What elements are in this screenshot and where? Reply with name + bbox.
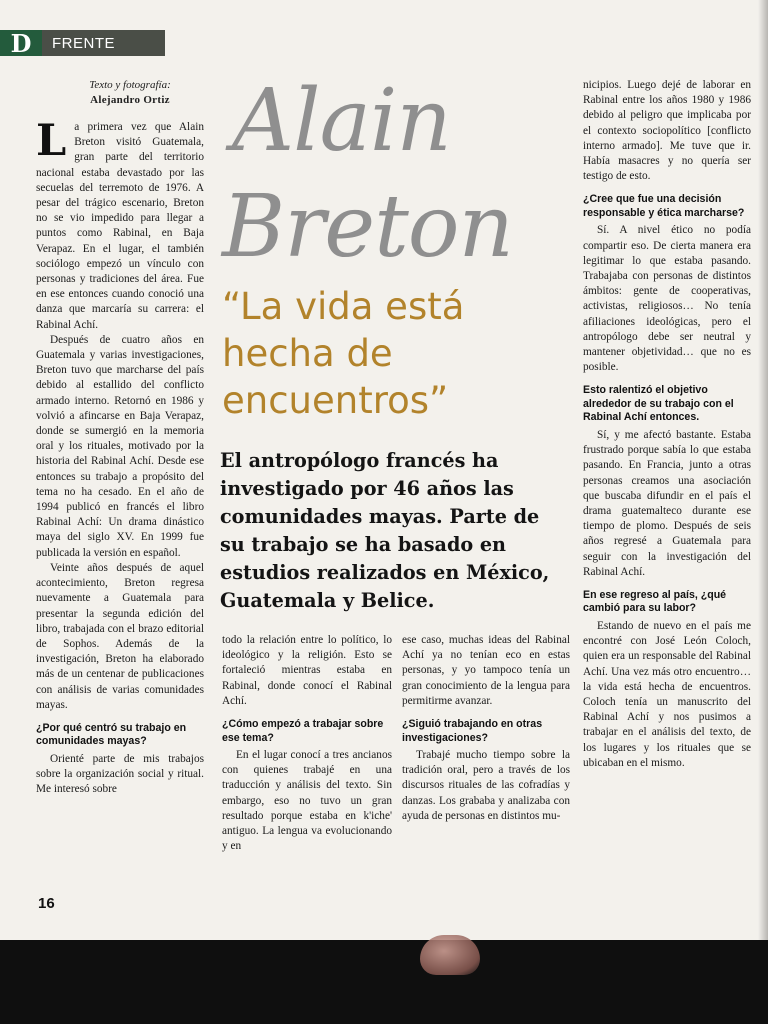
body-paragraph: Después de cuatro años en Guatemala y varias investigaciones, Breton tuvo que marcharse del país debido al estallido del conflicto armado interno. Retornó en 1986 y volvió a afincarse en Baja Verapaz, donde se sumergió en la memoria oral y los rituales, motivado por la historia del Rabinal Achí. Desde ese entonces su trabajo a propósito del tema no ha cesado. En el año de 1994 publicó en francés el libro Rabinal Achí: Un drama dinástico maya del siglo XV. En 1999 fue publicada la versión en español. xyxy=(36,333,204,559)
page-number: 16 xyxy=(38,895,55,912)
body-column-4 xyxy=(583,78,751,771)
section-label: FRENTE xyxy=(52,34,115,52)
article-credits xyxy=(60,78,200,108)
interview-question: En ese regreso al país, ¿qué cambió para su labor? xyxy=(583,588,727,615)
article-title-line-2: Breton xyxy=(222,177,513,277)
credit-author: Alejandro Ortiz xyxy=(90,94,170,106)
interview-question: ¿Por qué centró su trabajo en comunidades mayas? xyxy=(36,721,187,748)
article-title-line-1: Alain xyxy=(232,71,451,171)
interview-question: ¿Cómo empezó a trabajar sobre ese tema? xyxy=(222,718,384,744)
finger-photo-artifact xyxy=(420,935,480,975)
credit-role: Texto y fotografía: xyxy=(89,79,171,91)
interview-question: ¿Cree que fue una decisión responsable y ética marcharse? xyxy=(583,193,745,219)
body-column-2 xyxy=(222,633,392,854)
body-paragraph: ese caso, muchas ideas del Rabinal Achí ya no tenían eco en estas personas, y yo tampoco tenía un gran conocimiento de la lengua para permitirme avanzar. xyxy=(402,634,570,707)
interview-answer: Trabajé mucho tiempo sobre la tradición oral, pero a través de los discursos rituales de las cofradías y danzas. Los grababa y analizaba con ayuda de personas en distintos mu- xyxy=(402,749,570,822)
interview-answer: Orienté parte de mis trabajos sobre la organización social y ritual. Me interesó sobre xyxy=(36,752,204,796)
body-paragraph: Veinte años después de aquel acontecimiento, Breton regresa nuevamente a Guatemala para presentar la segunda edición del libro, trabajada con el brazo editorial de Sophos. Además de la investigación, Breton ha elaborado más de un centenar de publicaciones con análisis de varias comunidades mayas. xyxy=(36,561,204,711)
article-deck: El antropólogo francés ha investigado por 46 años las comunidades mayas. Parte de su trabajo se ha basado en estudios realizados en México, Guatemala y Belice. xyxy=(220,449,550,612)
article-subtitle xyxy=(222,283,582,424)
section-tab xyxy=(0,30,165,56)
interview-question: Esto ralentizó el objetivo alrededor de su trabajo con el Rabinal Achí entonces. xyxy=(583,384,734,424)
interview-answer: Sí, y me afectó bastante. Estaba frustrado porque sabía lo que estaba pasando. En Francia, junto a otras personas creamos una asociación que buscaba difundir en el país el drama guatemalteco durante ese tiempo de plomo. Después de seis años regresé a Guatemala para seguir con la investigación del Rabinal Achí. xyxy=(583,428,751,578)
body-paragraph: nicipios. Luego dejé de laborar en Rabinal entre los años 1980 y 1986 debido al peligro que implicaba por el contexto sociopolítico [conflicto interno armado]. Me tuve que ir. Había masacres y no quería ser testigo de esto. xyxy=(583,79,751,183)
intro-paragraph xyxy=(36,116,204,333)
subtitle-line-1: “La vida está xyxy=(222,285,465,328)
page-gutter-shadow xyxy=(758,0,768,940)
interview-answer: Estando de nuevo en el país me encontré con José León Coloch, quien era un responsable del Rabinal Achí. Una vez más otro encuentro… la vida está hecha de encuentros. Coloch tenía un manuscrito del Rabinal Achí y nos pusimos a trabajar en el análisis del texto, de los lugares y los rituales que se ubicaban en el mismo. xyxy=(583,619,751,769)
drop-cap: L xyxy=(36,116,67,166)
body-column-3 xyxy=(402,633,570,824)
interview-answer: En el lugar conocí a tres ancianos con quienes trabajé en una traducción y análisis del texto. Sin embargo, eso no tuvo un gran resultado porque estaba en k'iche' antiguo. La lengua va evolucionando y en xyxy=(222,749,392,853)
body-paragraph: todo la relación entre lo político, lo ideológico y la religión. Esto se fortaleció mientras estaba en Rabinal, donde conocí el Rabinal Achí. xyxy=(222,634,392,707)
interview-answer: Sí. A nivel ético no podía compartir eso. De cierta manera era legitimar lo que estaba pasando. Trabajaba con personas de distintos ámbitos: gente de cooperativas, activistas, religiosos… No tenía afiliaciones ideológicas, pero el antropólogo debe ser neutral y mantener objetividad… que no es posible. xyxy=(583,224,751,374)
interview-question: ¿Siguió trabajando en otras investigaciones? xyxy=(402,718,543,744)
intro-text: a primera vez que Alain Breton visitó Guatemala, gran parte del territorio nacional estaba devastado por las secuelas del terremoto de 1976. A pesar del trágico escenario, Breton no se vio impedido para llegar a puntos como Rabinal, en Baja Verapaz. En el lugar, el también sociólogo empezó un vínculo con personas y tradiciones del área. Fue en ese entonces cuando conoció una danza que marcaría su carrera: el Rabinal Achí. xyxy=(36,121,204,331)
subtitle-line-2: hecha de xyxy=(222,332,393,375)
section-logo: D xyxy=(0,30,42,56)
subtitle-line-3: encuentros” xyxy=(222,379,449,422)
body-column-1 xyxy=(36,116,204,798)
